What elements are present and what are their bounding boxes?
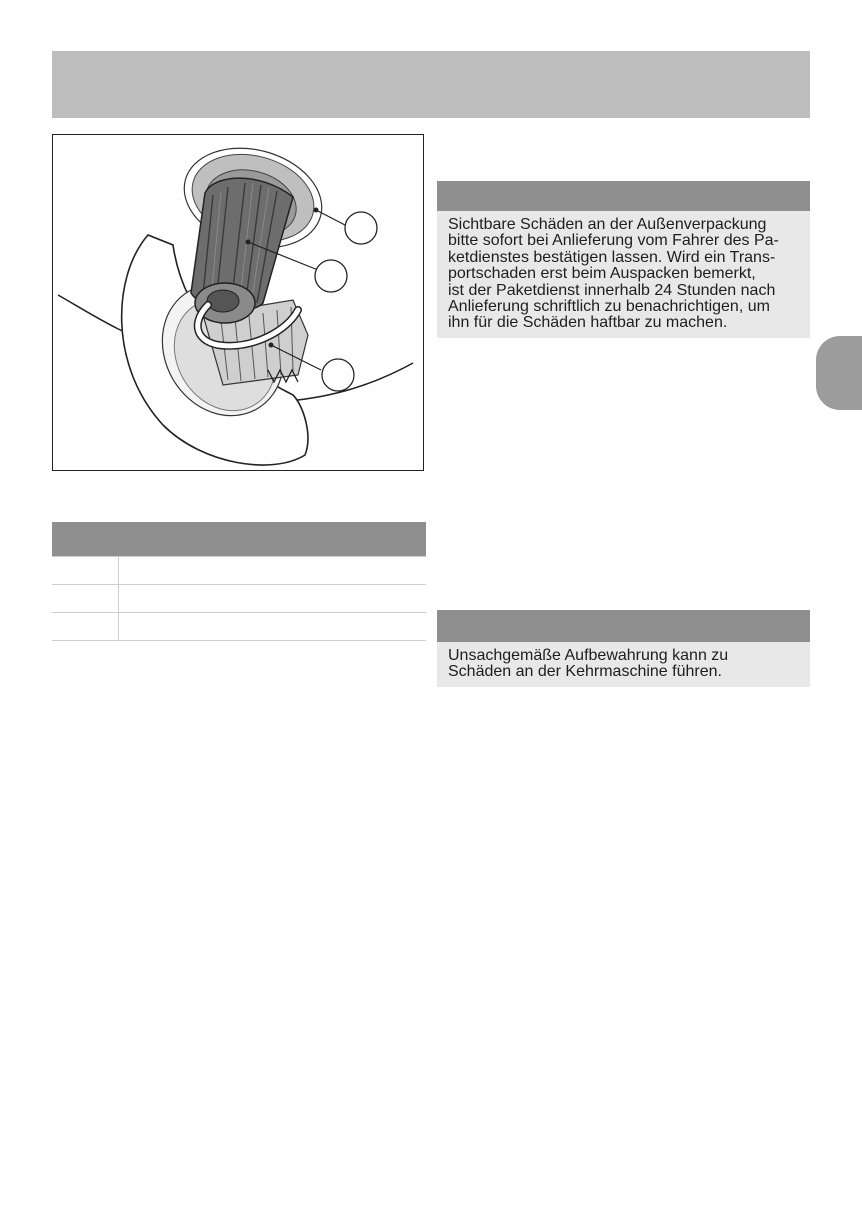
brush-figure	[52, 134, 424, 471]
callout-2-circle	[315, 260, 347, 292]
note-line: Sichtbare Schäden an der Außenverpackung	[448, 216, 767, 233]
section-header-bar	[52, 51, 810, 118]
callout-1-circle	[345, 212, 377, 244]
note-line: Unsachgemäße Aufbewahrung kann zu	[448, 647, 729, 664]
note-line: ist der Paketdienst innerhalb 24 Stunden nach	[448, 281, 776, 299]
table-cell-designation	[119, 557, 427, 585]
table-row	[52, 613, 426, 641]
note-line: portschaden erst beim Auspacken bemerkt,	[448, 265, 756, 283]
table-row	[52, 585, 426, 613]
note-line: Schäden an der Kehrmaschine führen.	[448, 663, 722, 681]
storage-note	[437, 610, 810, 687]
note-line: ihn für die Schäden haftbar zu machen.	[448, 314, 728, 332]
parts-table	[52, 522, 426, 641]
callout-3-circle	[322, 359, 354, 391]
brush-illustration	[53, 135, 423, 470]
chapter-side-tab	[816, 336, 862, 410]
parts-table-header-number	[52, 522, 119, 557]
transport-damage-note	[437, 181, 810, 338]
note-line: bitte sofort bei Anlieferung vom Fahrer des Pa-	[448, 232, 779, 250]
table-cell-number	[52, 613, 119, 641]
table-cell-designation	[119, 585, 427, 613]
note-line: ketdienstes bestätigen lassen. Wird ein Trans-	[448, 248, 776, 266]
note-heading	[437, 181, 810, 211]
note-body	[437, 211, 810, 338]
table-cell-number	[52, 557, 119, 585]
parts-table-header-designation	[119, 522, 427, 557]
parts-table-header	[52, 522, 426, 557]
table-cell-designation	[119, 613, 427, 641]
note-heading	[437, 610, 810, 642]
note-line: Anlieferung schriftlich zu benachrichtigen, um	[448, 298, 770, 316]
table-row	[52, 557, 426, 585]
table-cell-number	[52, 585, 119, 613]
note-body	[437, 642, 810, 687]
